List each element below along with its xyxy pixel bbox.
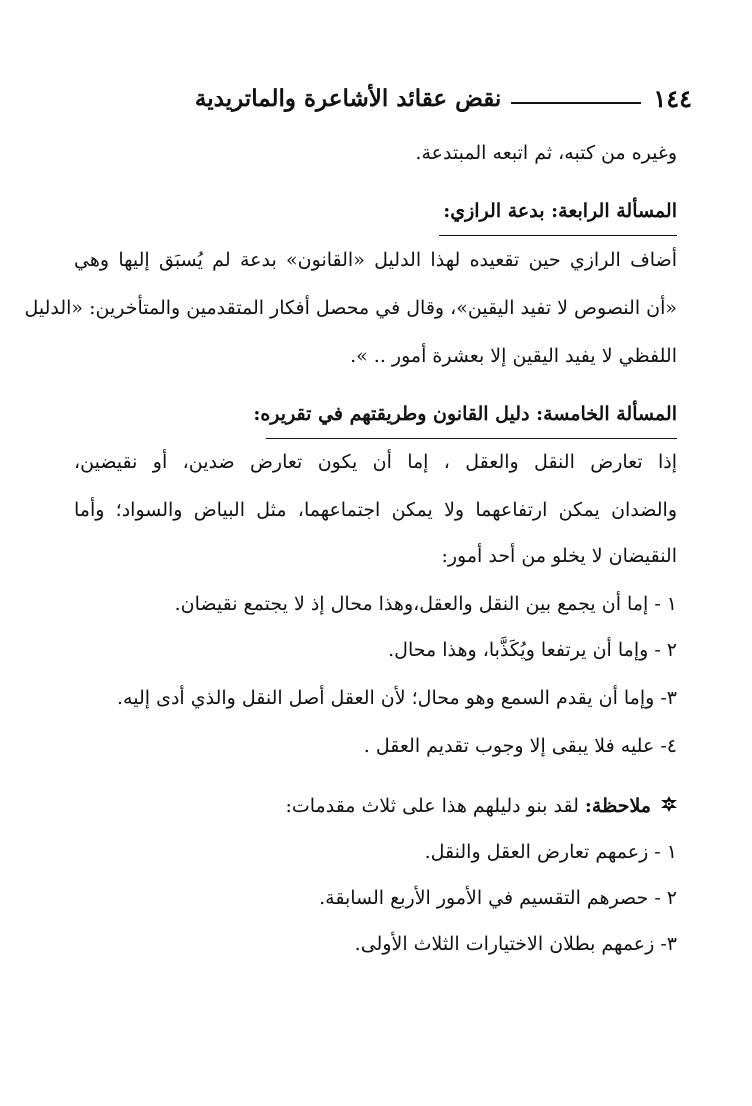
book-title: نقض عقائد الأشاعرة والماتريدية xyxy=(194,84,502,112)
section5-line-3: النقيضان لا يخلو من أحد أمور: xyxy=(441,545,677,567)
section5-item-2: ٢ - وإما أن يرتفعا ويُكَذَّبا، وهذا محال. xyxy=(388,639,677,661)
section4-heading-underline xyxy=(439,235,677,236)
section5-line-1: إذا تعارض النقل والعقل ، إما أن يكون تعارض ضدين، أو نقيضين، xyxy=(74,451,677,473)
note-line xyxy=(57,793,677,820)
flower-icon xyxy=(661,796,677,818)
note-item-3: ٣- زعمهم بطلان الاختيارات الثلاث الأولى. xyxy=(354,933,677,955)
page-header xyxy=(95,78,692,118)
header-rule xyxy=(511,102,641,104)
intro-line: وغيره من كتبه، ثم اتبعه المبتدعة. xyxy=(415,142,677,164)
note-text: لقد بنو دليلهم هذا على ثلاث مقدمات: xyxy=(285,795,579,817)
section4-line-3: اللفظي لا يفيد اليقين إلا بعشرة أمور .. ». xyxy=(350,345,677,367)
note-item-2: ٢ - حصرهم التقسيم في الأمور الأربع السابقة. xyxy=(319,887,677,909)
page-number: ١٤٤ xyxy=(653,83,692,113)
section5-line-2: والضدان يمكن ارتفاعهما ولا يمكن اجتماعهما، مثل البياض والسواد؛ وأما xyxy=(74,499,677,521)
note-item-1: ١ - زعمهم تعارض العقل والنقل. xyxy=(424,841,677,863)
section5-heading-underline xyxy=(266,438,677,439)
section4-heading: المسألة الرابعة: بدعة الرازي: xyxy=(443,200,677,222)
section4-line-2: «أن النصوص لا تفيد اليقين»، وقال في محصل أفكار المتقدمين والمتأخرين: «الدليل xyxy=(24,297,677,319)
section4-line-1: أضاف الرازي حين تقعيده لهذا الدليل «القانون» بدعة لم يُسبَق إليها وهي xyxy=(74,249,677,271)
section5-item-1: ١ - إما أن يجمع بين النقل والعقل،وهذا محال إذ لا يجتمع نقيضان. xyxy=(174,593,677,615)
section5-item-4: ٤- عليه فلا يبقى إلا وجوب تقديم العقل . xyxy=(363,735,677,757)
note-label: ملاحظة: xyxy=(584,795,651,817)
section5-item-3: ٣- وإما أن يقدم السمع وهو محال؛ لأن العقل أصل النقل والذي أدى إليه. xyxy=(117,687,677,709)
section5-heading: المسألة الخامسة: دليل القانون وطريقتهم في تقريره: xyxy=(253,403,677,425)
